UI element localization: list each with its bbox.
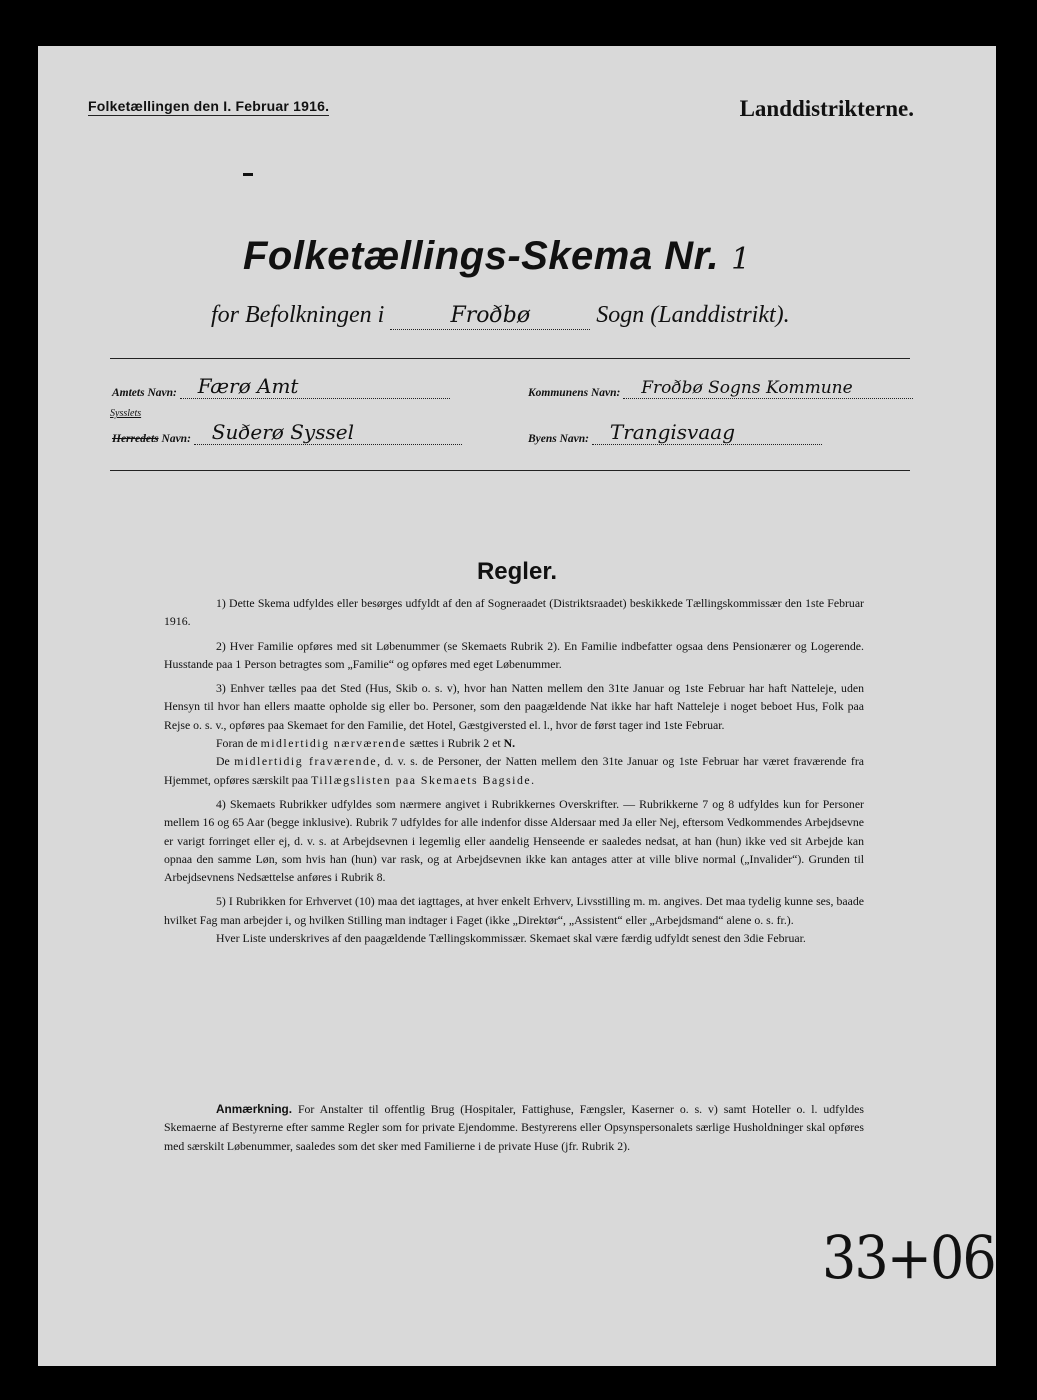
rule-2: 2) Hver Familie opføres med sit Løbenummer (se Skemaets Rubrik 2). En Familie indbefatter ogsaa dens Pensionærer og Logerende. Husstande paa 1 Person betragtes som „Familie“ og opføres med eget Løbenummer. — [164, 638, 864, 671]
kommune-field — [528, 378, 913, 399]
district-type-header: Landdistrikterne. — [739, 96, 914, 121]
rule-1: 1) Dette Skema udfyldes eller besørges udfyldt af den af Sognerаadet (Distriktsraadet) beskikkede Tællingskommissær den 1ste Februar 1916. — [164, 596, 864, 629]
census-form-page — [38, 46, 996, 1366]
remark-paragraph — [164, 1100, 864, 1155]
parish-line — [211, 302, 790, 330]
parish-value: Froðbø — [450, 303, 531, 328]
rule-3a-pre: Foran de — [216, 736, 261, 751]
herred-label: Navn: — [158, 433, 191, 445]
by-fill — [592, 420, 822, 445]
rule-3b-pre: De — [216, 754, 235, 769]
herred-field — [112, 420, 462, 445]
rule-3: 3) Enhver tælles paa det Sted (Hus, Skib o. s. v), hvor han Natten mellem den 31te Januar og 1ste Februar har haft Natteleje, uden Hensyn til hvor han ellers maatte opholde sig eller bo. Personer, som den paagældende Nat ikke har haft Natteleje i noget beboet Hus, Folk paa Rejse o. s. v., opføres paa Skemaet for den Familie, det Hotel, Gæstgiversted el. l., hvor de først tager ind 1ste Februar. — [164, 681, 864, 732]
remark-text: For Anstalter til offentlig Brug (Hospitaler, Fattighuse, Fængsler, Kaserner o. s. v) samt Hoteller o. l. udfyldes Skemaerne af Bestyrerne efter samme Regler som for private Ejendomme. Bestyrerens eller Opsynspersonalets særlige Husholdninger skal opføres med særskilt Løbenummer, saaledes som det sker med Familierne i de private Huse (jfr. Rubrik 2). — [164, 1102, 864, 1153]
amt-fill — [180, 374, 450, 399]
rule-3b-spaced: midlertidig fraværende — [234, 754, 378, 769]
form-title — [243, 234, 751, 279]
rule-3a-spaced: midlertidig nærværende — [260, 736, 407, 751]
rule-5: 5) I Rubrikken for Erhvervet (10) maa det iagttages, at hver enkelt Erhverv, Livsstilling m. m. angives. Det maa tydelig kunne ses, baade hvilket Fag man arbejder i, og hvilken Stilling man indtager i Faget (ikke „Direktør“, „Assistent“ eller „Arbejdsmand“ alene o. s. fr.). — [164, 894, 864, 927]
herred-fill — [194, 420, 462, 445]
ink-mark — [243, 173, 253, 176]
parish-suffix: Sogn (Landdistrikt). — [596, 302, 790, 328]
rule-3-note-b — [164, 752, 864, 789]
handwritten-page-number: 33+06 — [822, 1222, 995, 1293]
herred-value: Suðerø Syssel — [211, 420, 354, 444]
form-number-handwritten: 1 — [731, 242, 751, 277]
rule-4: 4) Skemaets Rubrikker udfyldes som nærmere angivet i Rubrikkernes Overskrifter. — Rubrikkerne 7 og 8 udfyldes kun for Personer mellem 16 og 65 Aar (begge inklusive). Rubrik 7 udfyldes for alle indenfor disse Aldersaar med Ja eller Nej, eftersom Vedkommendes Arbejdsevne er varigt forringet eller ej, d. v. s. at Arbejdsevnen i legemlig eller aandelig Henseende er saaledes nedsat, at han (hun) ikke ved sit Arbejde kan opnaa den samme Løn, som hvis han (hun) var rask, og at Arbejdsevnen ikke kan antages atter at ville blive normal („Invalider“). Grunden til Arbejdsevnens Nedsættelse anføres i Rubrik 8. — [164, 796, 864, 885]
parish-field — [390, 302, 590, 330]
by-value: Trangisvaag — [609, 420, 736, 444]
form-title-text: Folketællings-Skema Nr. — [243, 234, 720, 278]
rules-body — [164, 594, 864, 953]
rule-3b-mid: , d. v. s. de Personer, der Natten mellem den 31te Januar og 1ste Februar har været fraværende fra Hjemmet, opføres særskilt paa — [164, 754, 864, 787]
kommune-fill — [623, 378, 913, 399]
rule-5-note: Hver Liste underskrives af den paagældende Tællingskommissær. Skemaet skal være færdig udfyldt senest den 3die Februar. — [216, 931, 806, 946]
kommune-label: Kommunens Navn: — [528, 387, 621, 399]
remark-label: Anmærkning. — [216, 1102, 293, 1116]
rule-3a-post: sættes i Rubrik 2 et — [406, 736, 504, 751]
by-field — [528, 420, 822, 445]
census-date-header: Folketællingen den I. Februar 1916. — [88, 98, 330, 114]
rule-3b-spaced2: Tillægslisten paa Skemaets Bagside. — [311, 772, 536, 787]
amt-value: Færø Amt — [197, 374, 299, 398]
amt-field — [112, 374, 450, 399]
rule-bottom — [110, 470, 910, 471]
amt-label: Amtets Navn: — [112, 387, 177, 399]
kommune-value: Froðbø Sogns Kommune — [641, 378, 853, 398]
by-label: Byens Navn: — [528, 433, 590, 445]
rule-3-note-a — [164, 734, 864, 752]
rule-top — [110, 358, 910, 359]
parish-prefix: for Befolkningen i — [211, 302, 385, 328]
rule-3a-bold: N. — [503, 736, 516, 751]
rules-heading: Regler. — [476, 558, 558, 585]
sysla-correction: Sysslets — [110, 408, 142, 419]
herred-label-struck: Herredets — [112, 433, 159, 445]
